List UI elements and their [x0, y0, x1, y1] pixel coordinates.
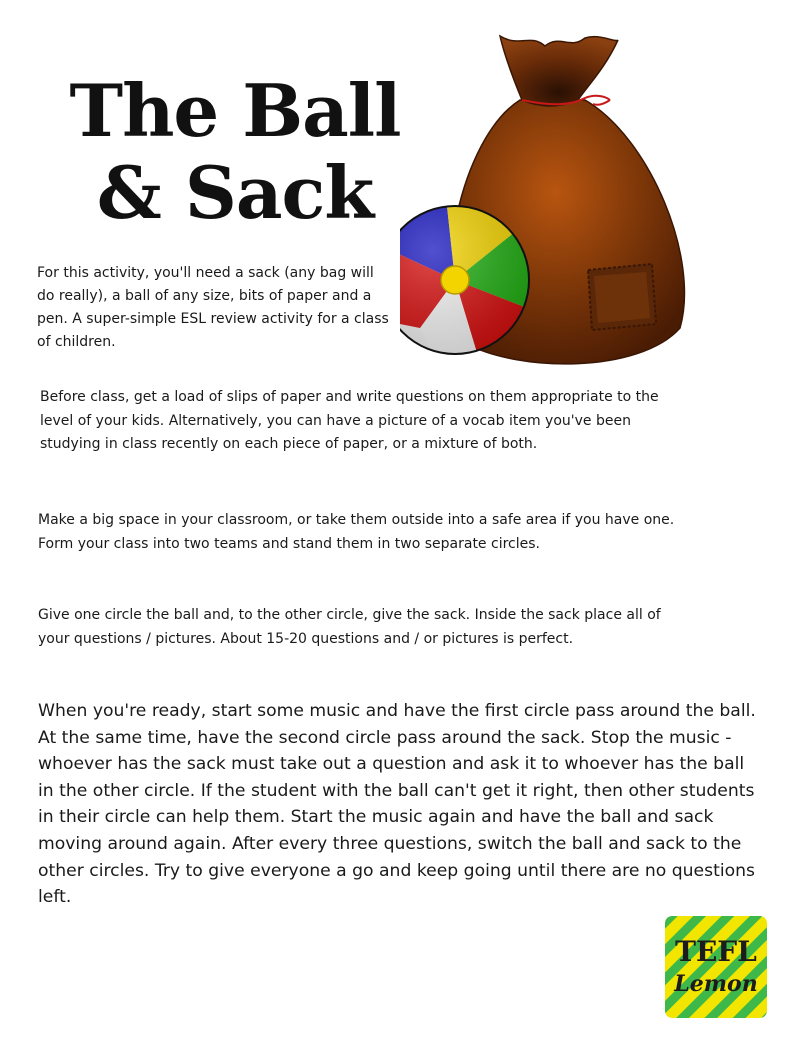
- paragraph-materials: Give one circle the ball and, to the other circle, give the sack. Inside the sack place all of your questions / pictures. About 15-20 questions and / or pictures is perfect.: [38, 607, 661, 647]
- paragraph-setup: Make a big space in your classroom, or take them outside into a safe area if you have one. Form your class into two teams and stand them in two separate circles.: [38, 512, 675, 552]
- page-title-line2: & Sack: [96, 150, 374, 235]
- paragraph-gameplay: When you're ready, start some music and have the first circle pass around the ball. At the same time, have the second circle pass around the sack. Stop the music - whoever has the sack must take out a question and ask it to whoever has the ball in the other circle. If the student with the ball can't get it right, then other students in their circle can help them. Start the music again and have the ball and sack moving around again. After every three questions, switch the ball and sack to the other circles. Try to give everyone a go and keep going until there are no questions left.: [38, 701, 756, 908]
- paragraph-preparation: Before class, get a load of slips of paper and write questions on them appropriate to the level of your kids. Alternatively, you can have a picture of a vocab item you've been studying in class recently on each piece of paper, or a mixture of both.: [40, 389, 659, 452]
- logo-tefl-text: TEFL: [675, 935, 757, 968]
- tefl-lemon-logo: [665, 916, 767, 1018]
- page-title-line1: The Ball: [69, 68, 401, 153]
- intro-paragraph: For this activity, you'll need a sack (any bag will do really), a ball of any size, bits of paper and a pen. A super-simple ESL review activity for a class of children.: [37, 265, 389, 350]
- ball-center: [441, 266, 469, 294]
- sack-patch: [588, 264, 656, 330]
- logo-lemon-text: Lemon: [674, 971, 758, 997]
- ball-and-sack-illustration: [400, 28, 700, 378]
- page-title: [40, 70, 430, 234]
